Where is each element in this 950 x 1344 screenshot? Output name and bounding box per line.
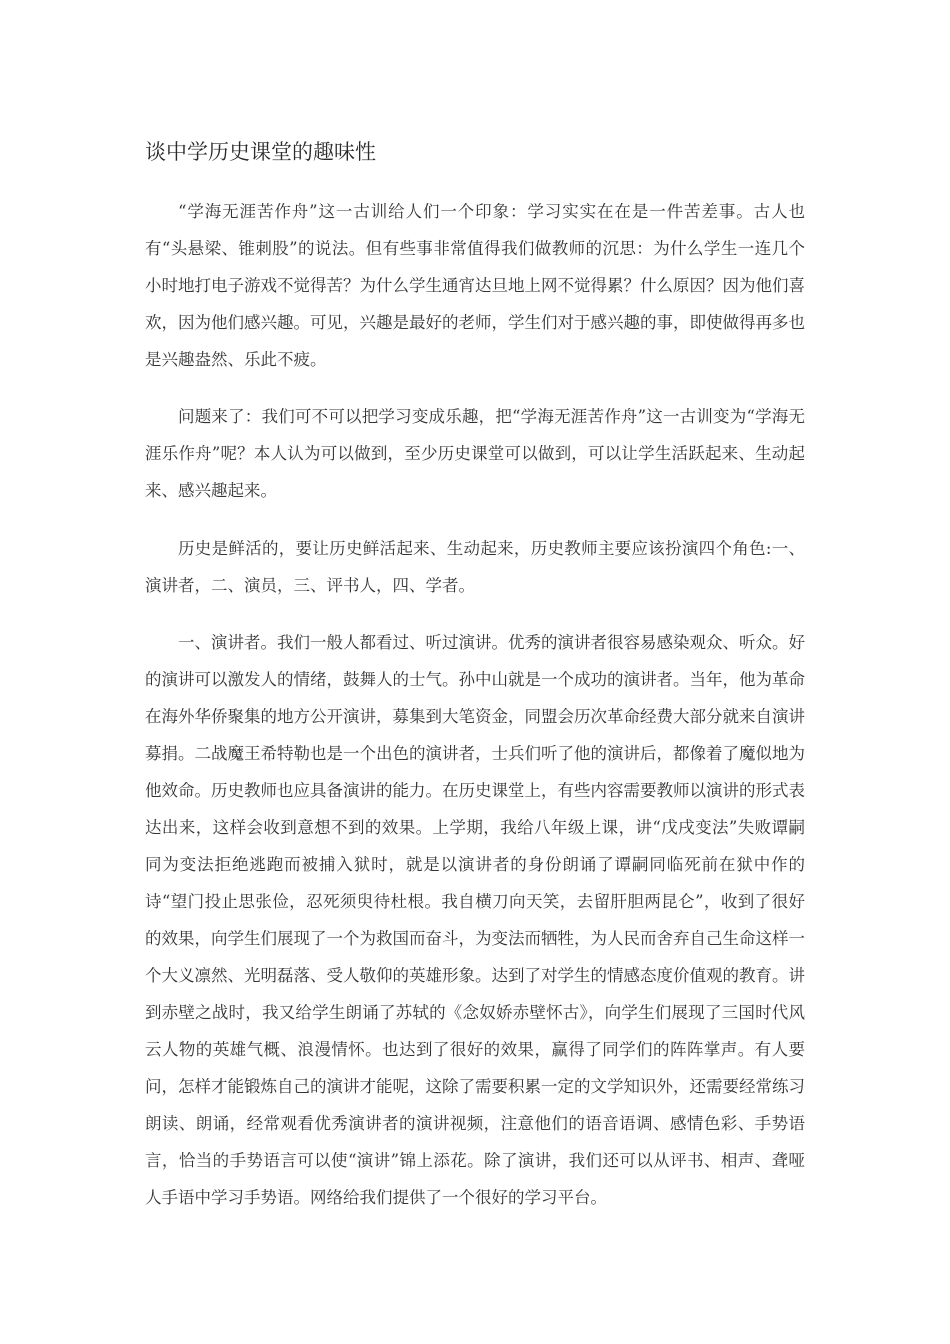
paragraph-2: 问题来了：我们可不可以把学习变成乐趣，把“学海无涯苦作舟”这一古训变为“学海无涯乐作舟”呢？本人认为可以做到，至少历史课堂可以做到，可以让学生活跃起来、生动起来、感兴趣起来。 <box>145 407 805 500</box>
paragraph-3: 历史是鲜活的，要让历史鲜活起来、生动起来，历史教师主要应该扮演四个角色:一、演讲者，二、演员，三、评书人，四、学者。 <box>145 539 805 595</box>
document-title: 谈中学历史课堂的趣味性 <box>145 140 376 164</box>
paragraph-1: “学海无涯苦作舟”这一古训给人们一个印象：学习实实在在是一件苦差事。古人也有“头悬梁、锥刺股”的说法。但有些事非常值得我们做教师的沉思：为什么学生一连几个小时地打电子游戏不觉得苦？为什么学生通宵达旦地上网不觉得累？什么原因？因为他们喜欢，因为他们感兴趣。可见，兴趣是最好的老师，学生们对于感兴趣的事，即使做得再多也是兴趣盎然、乐此不疲。 <box>145 202 805 369</box>
paragraph-4: 一、演讲者。我们一般人都看过、听过演讲。优秀的演讲者很容易感染观众、听众。好的演讲可以激发人的情绪，鼓舞人的士气。孙中山就是一个成功的演讲者。当年，他为革命在海外华侨聚集的地方公开演讲，募集到大笔资金，同盟会历次革命经费大部分就来自演讲募捐。二战魔王希特勒也是一个出色的演讲者，士兵们听了他的演讲后，都像着了魔似地为他效命。历史教师也应具备演讲的能力。在历史课堂上，有些内容需要教师以演讲的形式表达出来，这样会收到意想不到的效果。上学期，我给八年级上课，讲“戊戌变法”失败谭嗣同为变法拒绝逃跑而被捕入狱时，就是以演讲者的身份朗诵了谭嗣同临死前在狱中作的诗“望门投止思张俭，忍死须臾待杜根。我自横刀向天笑，去留肝胆两昆仑”，收到了很好的效果，向学生们展现了一个为救国而奋斗，为变法而牺牲，为人民而舍弃自己生命这样一个大义凛然、光明磊落、受人敬仰的英雄形象。达到了对学生的情感态度价值观的教育。讲到赤壁之战时，我又给学生朗诵了苏轼的《念奴娇赤壁怀古》，向学生们展现了三国时代风云人物的英雄气概、浪漫情怀。也达到了很好的效果，赢得了同学们的阵阵掌声。有人要问，怎样才能锻炼自己的演讲才能呢，这除了需要积累一定的文学知识外，还需要经常练习朗读、朗诵，经常观看优秀演讲者的演讲视频，注意他们的语音语调、感情色彩、手势语言，恰当的手势语言可以使“演讲”锦上添花。除了演讲，我们还可以从评书、相声、聋哑人手语中学习手势语。网络给我们提供了一个很好的学习平台。 <box>145 633 805 1207</box>
